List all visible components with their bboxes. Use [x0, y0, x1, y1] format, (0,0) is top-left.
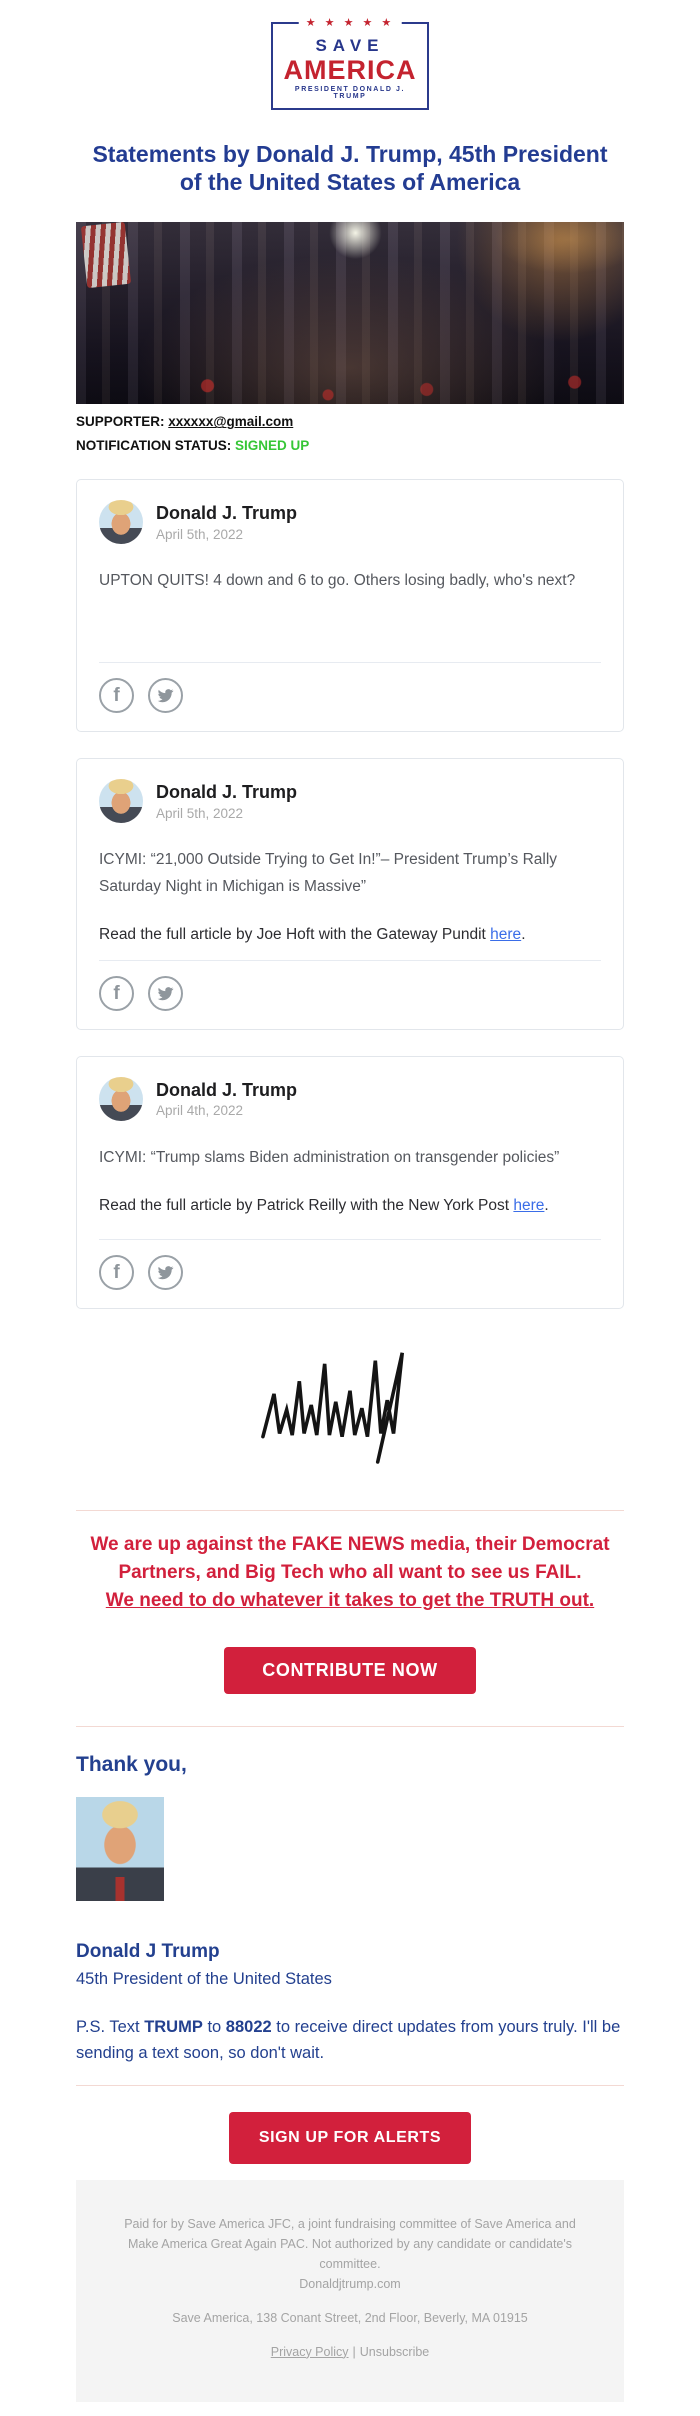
rally-crowd-photo [76, 222, 624, 404]
footer-address: Save America, 138 Conant Street, 2nd Floor, Beverly, MA 01915 [172, 2310, 528, 2325]
twitter-icon[interactable] [148, 1255, 183, 1290]
footer-separator: | [352, 2344, 356, 2359]
ps-part: P.S. Text [76, 2018, 145, 2037]
trump-headshot-photo [76, 1797, 164, 1901]
statement-card [76, 479, 624, 732]
notification-row [76, 438, 624, 453]
ps-shortcode: 88022 [225, 2018, 272, 2037]
logo-subtitle: PRESIDENT DONALD J. TRUMP [294, 86, 406, 101]
read-more-prefix: Read the full article by Patrick Reilly with the New York Post [99, 1197, 514, 1215]
section-divider [76, 1726, 624, 1727]
read-more-suffix: . [521, 926, 526, 944]
signoff-name: Donald J Trump [76, 1941, 220, 1963]
statement-card [76, 758, 624, 1030]
facebook-glyph: f [113, 982, 120, 1004]
stars-icon: ★ ★ ★ ★ ★ [299, 16, 402, 29]
facebook-icon[interactable] [99, 976, 134, 1011]
appeal-text [76, 1531, 624, 1615]
read-more-line [99, 1197, 601, 1215]
read-more-link[interactable]: here [513, 1197, 545, 1215]
signoff-title: 45th President of the United States [76, 1970, 332, 1989]
appeal-sentence: We are up against the FAKE NEWS media, their Democrat Partners, and Big Tech who all want to see us FAIL. [90, 1534, 610, 1584]
footer-disclaimer-text: Paid for by Save America JFC, a joint fundraising committee of Save America and Make America Great Again PAC. Not authorized by any candidate or candidate's committee. [124, 2216, 576, 2271]
twitter-bird-glyph [157, 687, 174, 704]
avatar [99, 779, 143, 823]
ps-part: to [202, 2018, 226, 2037]
footer-website: Donaldjtrump.com [299, 2276, 401, 2291]
author-name: Donald J. Trump [156, 782, 298, 803]
card-divider [99, 662, 601, 663]
statement-date: April 5th, 2022 [156, 805, 244, 821]
statement-body [99, 568, 601, 646]
card-header [99, 1077, 601, 1121]
ps-text [76, 2015, 624, 2066]
author-name: Donald J. Trump [156, 1079, 298, 1100]
statement-text: UPTON QUITS! 4 down and 6 to go. Others losing badly, who's next? [99, 572, 576, 590]
trump-signature [76, 1331, 624, 1484]
share-row [99, 678, 601, 713]
facebook-icon[interactable] [99, 678, 134, 713]
avatar [99, 500, 143, 544]
email-footer [76, 2180, 624, 2402]
thank-you-text: Thank you, [76, 1753, 187, 1777]
card-author-block [156, 782, 297, 821]
card-divider [99, 960, 601, 961]
privacy-policy-link[interactable]: Privacy Policy [270, 2344, 349, 2359]
supporter-meta [76, 414, 624, 453]
ps-part: to receive direct updates from yours truly. I'll be sending a text soon, so don't wait. [76, 2018, 621, 2063]
appeal-underlined-sentence: We need to do whatever it takes to get the TRUTH out. [105, 1590, 595, 1612]
statement-body [99, 847, 601, 944]
statement-body [99, 1145, 601, 1223]
share-row [99, 976, 601, 1011]
logo-america-text: AMERICA [283, 55, 417, 85]
author-name: Donald J. Trump [156, 503, 298, 524]
section-divider [76, 1510, 624, 1511]
card-author-block [156, 1080, 297, 1119]
read-more-link[interactable]: here [490, 926, 522, 944]
page-title: Statements by Donald J. Trump, 45th President of the United States of America [92, 141, 608, 196]
read-more-line [99, 926, 601, 944]
contribute-now-button[interactable]: CONTRIBUTE NOW [224, 1647, 475, 1694]
statement-text: ICYMI: “21,000 Outside Trying to Get In!”– President Trump’s Rally Saturday Night in Michigan is Massive” [99, 851, 558, 895]
status-badge: SIGNED UP [235, 438, 310, 454]
twitter-bird-glyph [157, 1264, 174, 1281]
save-america-logo [271, 17, 429, 110]
facebook-icon[interactable] [99, 1255, 134, 1290]
supporter-row [76, 414, 624, 429]
footer-disclaimer [116, 2214, 584, 2294]
statement-card [76, 1056, 624, 1309]
card-header [99, 500, 601, 544]
supporter-email-link[interactable]: xxxxxx@gmail.com [168, 414, 294, 430]
facebook-glyph: f [113, 684, 120, 706]
statement-date: April 4th, 2022 [156, 1103, 244, 1119]
twitter-icon[interactable] [148, 678, 183, 713]
notification-label: NOTIFICATION STATUS: [76, 438, 232, 454]
statement-text: ICYMI: “Trump slams Biden administration on transgender policies” [99, 1149, 560, 1167]
supporter-label: SUPPORTER: [76, 414, 165, 430]
twitter-bird-glyph [157, 985, 174, 1002]
card-header [99, 779, 601, 823]
twitter-icon[interactable] [148, 976, 183, 1011]
sign-up-for-alerts-button[interactable]: SIGN UP FOR ALERTS [229, 2112, 471, 2164]
card-divider [99, 1239, 601, 1240]
section-divider [76, 2085, 624, 2086]
read-more-prefix: Read the full article by Joe Hoft with the Gateway Pundit [99, 926, 491, 944]
avatar [99, 1077, 143, 1121]
unsubscribe-link[interactable]: Unsubscribe [359, 2344, 430, 2359]
read-more-suffix: . [544, 1197, 549, 1215]
statement-date: April 5th, 2022 [156, 526, 244, 542]
footer-links [116, 2342, 584, 2362]
share-row [99, 1255, 601, 1290]
logo-save-text: SAVE [315, 36, 385, 55]
card-author-block [156, 503, 297, 542]
ps-keyword: TRUMP [144, 2018, 203, 2037]
facebook-glyph: f [113, 1261, 120, 1283]
email-body [76, 0, 624, 2416]
